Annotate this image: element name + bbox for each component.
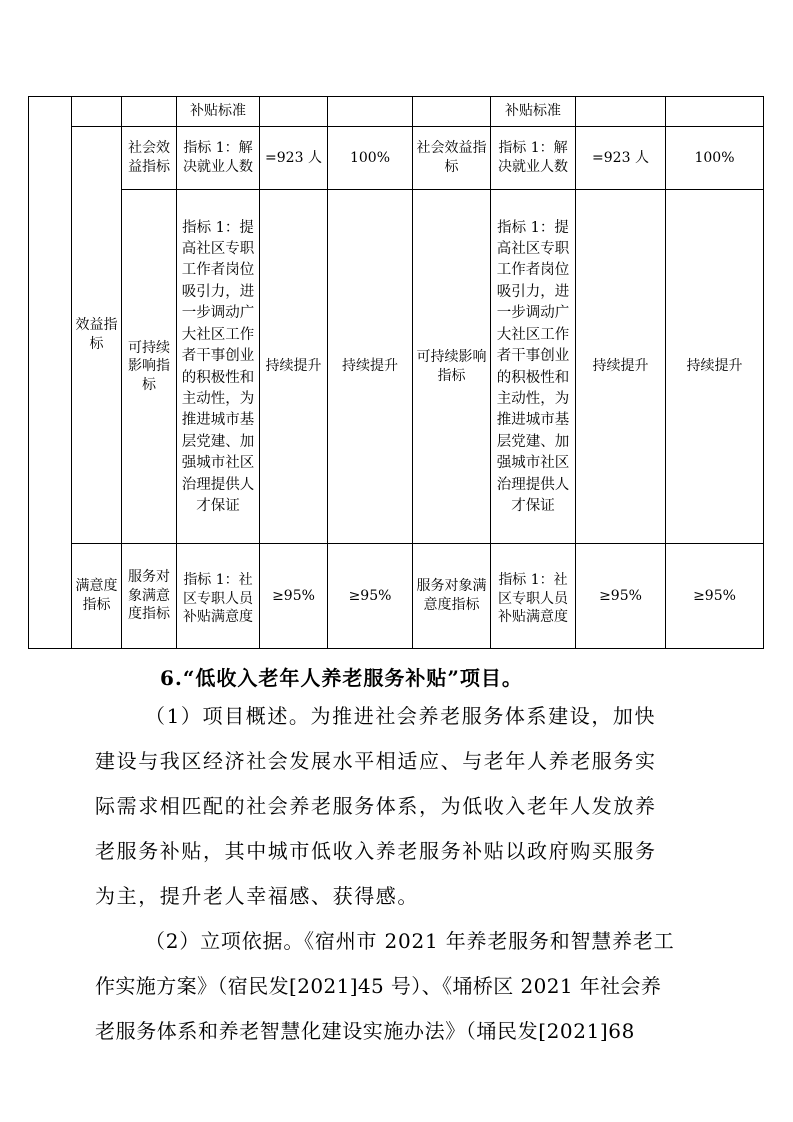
paragraph-line: 建设与我区经济社会发展水平相适应、与老年人养老服务实	[95, 749, 657, 773]
paragraph-line: 际需求相匹配的社会养老服务体系，为低收入老年人发放养	[95, 794, 657, 818]
level3-indicator-cell: 社会效益指标	[413, 127, 491, 190]
indicator-name-cell: 指标 1：提高社区专职工作者岗位吸引力，进一步调动广大社区工作者干事创业的积极性和主动性，为推进城市基层党建、加强城市社区治理提供人才保证	[177, 190, 260, 544]
actual-value-cell: 持续提升	[666, 190, 764, 544]
target-value-cell: 持续提升	[576, 190, 666, 544]
paragraph-line: 作实施方案》（宿民发[2021]45 号）、《埇桥区 2021 年社会养	[95, 974, 662, 998]
target-value-cell	[260, 97, 328, 127]
target-value-cell: =923 人	[576, 127, 666, 190]
paragraph-line: （2）立项依据。《宿州市 2021 年养老服务和智慧养老工	[145, 929, 675, 953]
target-value-cell: ≥95%	[576, 544, 666, 649]
level1-indicator-cell	[29, 97, 72, 649]
actual-value-cell	[666, 97, 764, 127]
table-row	[29, 190, 764, 544]
section-heading: 6.“低收入老年人养老服务补贴”项目。	[160, 666, 523, 690]
indicator-name-cell: 补贴标准	[177, 97, 260, 127]
target-value-cell: =923 人	[260, 127, 328, 190]
level3-indicator-cell: 社会效益指标	[122, 127, 177, 190]
level3-indicator-cell: 可持续影响指标	[413, 190, 491, 544]
actual-value-cell	[328, 97, 413, 127]
actual-value-cell: ≥95%	[328, 544, 413, 649]
paragraph-line: 老服务补贴，其中城市低收入养老服务补贴以政府购买服务	[95, 839, 657, 863]
target-value-cell: ≥95%	[260, 544, 328, 649]
indicator-name-cell: 指标 1：社区专职人员补贴满意度	[177, 544, 260, 649]
level2-indicator-cell	[72, 97, 122, 127]
table-row	[29, 127, 764, 190]
indicator-name-cell: 指标 1：解决就业人数	[177, 127, 260, 190]
actual-value-cell: 100%	[328, 127, 413, 190]
level2-indicator-cell: 效益指标	[72, 127, 122, 544]
indicator-name-cell: 指标 1：解决就业人数	[491, 127, 576, 190]
indicator-name-cell: 指标 1：提高社区专职工作者岗位吸引力，进一步调动广大社区工作者干事创业的积极性和主动性，为推进城市基层党建、加强城市社区治理提供人才保证	[491, 190, 576, 544]
level3-indicator-cell: 可持续影响指标	[122, 190, 177, 544]
level3-indicator-cell	[413, 97, 491, 127]
target-value-cell: 持续提升	[260, 190, 328, 544]
table-row	[29, 544, 764, 649]
table-row	[29, 97, 764, 127]
level3-indicator-cell: 服务对象满意度指标	[413, 544, 491, 649]
level2-indicator-cell: 满意度指标	[72, 544, 122, 649]
actual-value-cell: 持续提升	[328, 190, 413, 544]
actual-value-cell: 100%	[666, 127, 764, 190]
target-value-cell	[576, 97, 666, 127]
level3-indicator-cell: 服务对象满意度指标	[122, 544, 177, 649]
level3-indicator-cell	[122, 97, 177, 127]
actual-value-cell: ≥95%	[666, 544, 764, 649]
paragraph-line: 老服务体系和养老智慧化建设实施办法》（埇民发[2021]68	[95, 1019, 635, 1043]
indicator-name-cell: 指标 1：社区专职人员补贴满意度	[491, 544, 576, 649]
paragraph-line: （1）项目概述。为推进社会养老服务体系建设，加快	[145, 704, 657, 728]
indicator-name-cell: 补贴标准	[491, 97, 576, 127]
performance-indicator-table	[28, 96, 764, 649]
paragraph-line: 为主，提升老人幸福感、获得感。	[95, 884, 419, 908]
